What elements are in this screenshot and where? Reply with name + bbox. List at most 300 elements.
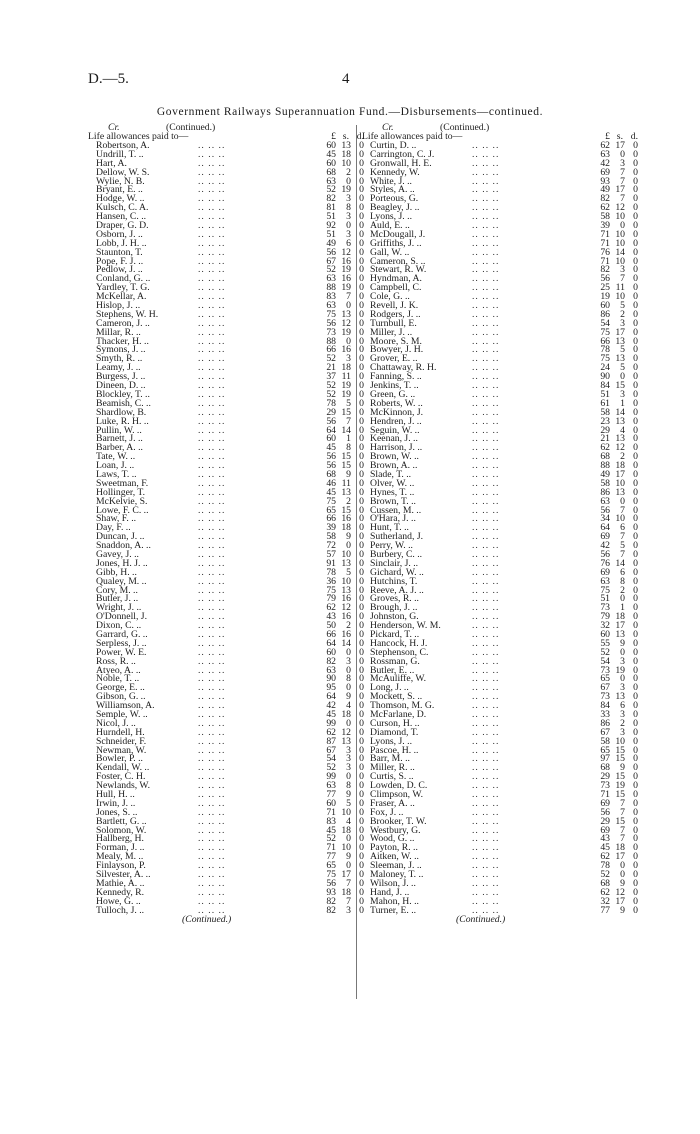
amount-shillings: 13 [615, 335, 625, 347]
amount-shillings: 5 [346, 397, 351, 409]
leader-dots: .. .. .. [198, 468, 226, 480]
amount-pence: 0 [633, 308, 638, 320]
amount-pence: 0 [359, 148, 364, 160]
recipient-name: Gichard, W. .. [370, 566, 424, 578]
amount-shillings: 18 [341, 148, 351, 160]
amount-pounds: 76 [600, 246, 610, 258]
recipient-name: Pickard, T. .. [370, 628, 420, 640]
amount-pence: 0 [359, 771, 364, 783]
amount-shillings: 17 [341, 869, 351, 881]
recipient-name: Campbell, C. [370, 282, 422, 294]
recipient-name: Mockett, S. .. [370, 691, 423, 703]
amount-shillings: 2 [620, 717, 625, 729]
recipient-name: Jones, H. J. .. [96, 557, 148, 569]
leader-dots: .. .. .. [472, 362, 500, 374]
amount-shillings: 0 [346, 682, 351, 694]
leader-dots: .. .. .. [472, 300, 500, 312]
amount-pence: 0 [633, 806, 638, 818]
leader-dots: .. .. .. [198, 744, 226, 756]
recipient-name: Leamy, J. .. [96, 362, 141, 374]
allowance-row [362, 797, 640, 809]
amount-pounds: 86 [600, 717, 610, 729]
amount-pounds: 84 [600, 700, 610, 712]
amount-pounds: 69 [600, 166, 610, 178]
amount-pence: 0 [633, 495, 638, 507]
leader-dots: .. .. .. [198, 522, 226, 534]
amount-pounds: 21 [600, 433, 610, 445]
amount-pence: 0 [359, 655, 364, 667]
amount-pounds: 56 [326, 451, 336, 463]
amount-shillings: 0 [346, 335, 351, 347]
recipient-name: Diamond, T. [370, 726, 419, 738]
recipient-name: Hansen, C. .. [96, 211, 147, 223]
leader-dots: .. .. .. [198, 433, 226, 445]
leader-dots: .. .. .. [198, 789, 226, 801]
amount-shillings: 3 [346, 904, 351, 916]
leader-dots: .. .. .. [472, 477, 500, 489]
amount-pounds: 49 [600, 468, 610, 480]
amount-pounds: 73 [600, 664, 610, 676]
recipient-name: Gibson, G. .. [96, 691, 146, 703]
leader-dots: .. .. .. [198, 673, 226, 685]
amount-shillings: 13 [615, 415, 625, 427]
recipient-name: Revell, J. K. [370, 300, 419, 312]
amount-shillings: 3 [620, 726, 625, 738]
amount-shillings: 3 [346, 753, 351, 765]
amount-shillings: 13 [341, 557, 351, 569]
amount-pence: 0 [359, 860, 364, 872]
amount-pounds: 71 [600, 789, 610, 801]
amount-pence: 0 [633, 655, 638, 667]
leader-dots: .. .. .. [472, 513, 500, 525]
amount-pounds: 69 [600, 566, 610, 578]
amount-shillings: 9 [346, 789, 351, 801]
amount-pence: 0 [633, 886, 638, 898]
amount-shillings: 2 [620, 584, 625, 596]
recipient-name: Kennedy, R. [96, 886, 145, 898]
recipient-name: Cameron, J. .. [96, 317, 150, 329]
leader-dots: .. .. .. [472, 397, 500, 409]
leader-dots: .. .. .. [472, 166, 500, 178]
leader-dots: .. .. .. [198, 140, 226, 151]
amount-pence: 0 [359, 220, 364, 232]
recipient-name: Sutherland, J. [370, 531, 424, 543]
amount-shillings: 13 [615, 353, 625, 365]
amount-shillings: 13 [615, 691, 625, 703]
recipient-name: Burbery, C. .. [370, 548, 423, 560]
recipient-name: Snaddon, A. .. [96, 540, 151, 552]
leader-dots: .. .. .. [472, 237, 500, 249]
amount-pounds: 66 [326, 513, 336, 525]
amount-shillings: 12 [341, 317, 351, 329]
amount-pence: 0 [633, 620, 638, 632]
amount-pence: 0 [633, 531, 638, 543]
amount-pence: 0 [633, 371, 638, 383]
recipient-name: Lyons, J. .. [370, 211, 412, 223]
leader-dots: .. .. .. [472, 664, 500, 676]
amount-pounds: 29 [600, 815, 610, 827]
amount-pounds: 73 [326, 326, 336, 338]
leader-dots: .. .. .. [198, 628, 226, 640]
recipient-name: McFarlane, D. [370, 709, 427, 720]
amount-pence: 0 [633, 211, 638, 223]
amount-shillings: 10 [615, 477, 625, 489]
amount-shillings: 10 [615, 291, 625, 303]
amount-pounds: 60 [600, 628, 610, 640]
leader-dots: .. .. .. [472, 308, 500, 320]
amount-pence: 0 [359, 824, 364, 836]
leader-dots: .. .. .. [198, 397, 226, 409]
recipient-name: Draper, G. D. [96, 220, 149, 232]
amount-pence: 0 [633, 362, 638, 374]
amount-shillings: 2 [346, 166, 351, 178]
amount-shillings: 0 [620, 869, 625, 881]
recipient-name: Cameron, S. .. [370, 255, 426, 267]
recipient-name: Fox, J. .. [370, 806, 404, 818]
allowance-list-right [362, 142, 640, 915]
leader-dots: .. .. .. [472, 780, 500, 792]
amount-shillings: 2 [346, 620, 351, 632]
amount-pence: 0 [633, 709, 638, 720]
amount-pence: 0 [359, 886, 364, 898]
amount-pence: 0 [359, 228, 364, 240]
amount-shillings: 16 [341, 628, 351, 640]
amount-pence: 0 [633, 380, 638, 392]
amount-pounds: 75 [600, 353, 610, 365]
amount-pence: 0 [359, 735, 364, 747]
leader-dots: .. .. .. [472, 264, 500, 276]
amount-pounds: 52 [600, 646, 610, 658]
amount-pence: 0 [633, 166, 638, 178]
amount-shillings: 18 [341, 824, 351, 836]
recipient-name: Butler, E. .. [370, 664, 415, 676]
amount-pence: 0 [359, 326, 364, 338]
recipient-name: Semple, W. .. [96, 709, 148, 720]
amount-pounds: 79 [600, 611, 610, 623]
recipient-name: Westbury, G. [370, 824, 421, 836]
amount-pence: 0 [359, 291, 364, 303]
recipient-name: Qualey, M. .. [96, 575, 147, 587]
recipient-name: Thacker, H. .. [96, 335, 149, 347]
amount-pence: 0 [633, 220, 638, 232]
amount-shillings: 5 [346, 797, 351, 809]
recipient-name: Serpless, J. .. [96, 637, 147, 649]
amount-pence: 0 [633, 504, 638, 516]
leader-dots: .. .. .. [198, 344, 226, 356]
leader-dots: .. .. .. [472, 433, 500, 445]
leader-dots: .. .. .. [472, 175, 500, 187]
recipient-name: McAuliffe, W. [370, 673, 427, 685]
amount-pence: 0 [359, 442, 364, 454]
amount-shillings: 0 [620, 220, 625, 232]
amount-pence: 0 [359, 593, 364, 605]
leader-dots: .. .. .. [198, 815, 226, 827]
recipient-name: McKellar, A. [96, 291, 147, 303]
amount-shillings: 18 [341, 886, 351, 898]
amount-pence: 0 [359, 415, 364, 427]
amount-shillings: 18 [615, 460, 625, 472]
continued-label: (Continued.) [440, 122, 490, 133]
continued-footer: (Continued.) [182, 914, 232, 926]
amount-pounds: 87 [326, 735, 336, 747]
leader-dots: .. .. .. [198, 566, 226, 578]
leader-dots: .. .. .. [198, 548, 226, 560]
recipient-name: Barnett, J. .. [96, 433, 143, 445]
leader-dots: .. .. .. [472, 380, 500, 392]
leader-dots: .. .. .. [198, 362, 226, 374]
amount-pence: 0 [633, 815, 638, 827]
amount-pence: 0 [633, 264, 638, 276]
amount-pounds: 62 [326, 602, 336, 614]
recipient-name: Jenkins, T. .. [370, 380, 419, 392]
amount-shillings: 5 [620, 362, 625, 374]
amount-shillings: 0 [620, 495, 625, 507]
recipient-name: Howe, G. .. [96, 895, 141, 907]
leader-dots: .. .. .. [198, 886, 226, 898]
amount-pounds: 63 [600, 575, 610, 587]
amount-pounds: 81 [326, 202, 336, 214]
amount-shillings: 13 [615, 628, 625, 640]
amount-pounds: 62 [326, 726, 336, 738]
leader-dots: .. .. .. [198, 460, 226, 472]
amount-pounds: 60 [326, 157, 336, 169]
leader-dots: .. .. .. [198, 637, 226, 649]
amount-pounds: 82 [600, 193, 610, 205]
amount-pounds: 86 [600, 486, 610, 498]
recipient-name: Griffiths, J. .. [370, 237, 422, 249]
leader-dots: .. .. .. [472, 335, 500, 347]
recipient-name: Miller, J. .. [370, 326, 413, 338]
leader-dots: .. .. .. [198, 237, 226, 249]
recipient-name: Butler, J. .. [96, 593, 139, 605]
pence-unit: d. [630, 131, 638, 142]
amount-shillings: 4 [346, 815, 351, 827]
amount-pounds: 42 [600, 157, 610, 169]
amount-shillings: 12 [341, 726, 351, 738]
amount-pence: 0 [633, 344, 638, 356]
amount-shillings: 7 [620, 806, 625, 818]
page-header [88, 71, 668, 91]
recipient-name: Smyth, R. .. [96, 353, 143, 365]
recipient-name: Hislop, J. .. [96, 300, 141, 312]
amount-shillings: 4 [620, 424, 625, 436]
amount-shillings: 3 [346, 211, 351, 223]
amount-pence: 0 [359, 175, 364, 187]
recipient-name: Williamson, A. [96, 700, 155, 712]
leader-dots: .. .. .. [472, 744, 500, 756]
recipient-name: Auld, E. .. [370, 220, 410, 232]
recipient-name: Pullin, W. .. [96, 424, 142, 436]
amount-pence: 0 [359, 557, 364, 569]
amount-pence: 0 [633, 477, 638, 489]
amount-pence: 0 [359, 495, 364, 507]
amount-pence: 0 [633, 424, 638, 436]
amount-pounds: 62 [600, 886, 610, 898]
amount-shillings: 15 [615, 771, 625, 783]
amount-shillings: 0 [346, 771, 351, 783]
amount-pence: 0 [633, 442, 638, 454]
leader-dots: .. .. .. [472, 611, 500, 623]
leader-dots: .. .. .. [472, 869, 500, 881]
amount-pounds: 91 [326, 557, 336, 569]
amount-pence: 0 [359, 308, 364, 320]
recipient-name: Sinclair, J. .. [370, 557, 419, 569]
amount-shillings: 10 [615, 211, 625, 223]
amount-shillings: 13 [341, 308, 351, 320]
leader-dots: .. .. .. [472, 789, 500, 801]
amount-pounds: 36 [326, 575, 336, 587]
amount-pounds: 75 [600, 326, 610, 338]
amount-pence: 0 [633, 193, 638, 205]
amount-shillings: 11 [341, 477, 351, 489]
recipient-name: Blockley, T. .. [96, 388, 150, 400]
amount-shillings: 0 [346, 220, 351, 232]
amount-pence: 0 [359, 620, 364, 632]
amount-shillings: 7 [620, 504, 625, 516]
recipient-name: Newman, W. [96, 744, 147, 756]
amount-shillings: 9 [346, 691, 351, 703]
recipient-name: Luke, R. H. .. [96, 415, 149, 427]
amount-pence: 0 [359, 815, 364, 827]
amount-shillings: 5 [620, 344, 625, 356]
amount-shillings: 5 [620, 540, 625, 552]
recipient-name: Beamish, C. .. [96, 397, 151, 409]
recipient-name: Yardley, T. G. [96, 282, 150, 294]
recipient-name: Wylie, N. B. [96, 175, 145, 187]
leader-dots: .. .. .. [472, 548, 500, 560]
amount-pence: 0 [359, 789, 364, 801]
amount-pence: 0 [359, 424, 364, 436]
amount-pounds: 52 [326, 833, 336, 845]
recipient-name: Payton, R. .. [370, 842, 418, 854]
amount-pence: 0 [633, 557, 638, 569]
amount-pence: 0 [359, 255, 364, 267]
amount-shillings: 0 [346, 833, 351, 845]
recipient-name: Power, W. E. [96, 646, 147, 658]
amount-shillings: 17 [615, 140, 625, 151]
amount-shillings: 1 [620, 602, 625, 614]
amount-pounds: 58 [600, 211, 610, 223]
recipient-name: Noble, T. .. [96, 673, 140, 685]
amount-pence: 0 [359, 877, 364, 889]
amount-pence: 0 [633, 851, 638, 863]
recipient-name: Symons, J. .. [96, 344, 146, 356]
amount-pounds: 99 [326, 717, 336, 729]
recipient-name: Harrison, J. .. [370, 442, 423, 454]
amount-shillings: 19 [341, 282, 351, 294]
leader-dots: .. .. .. [198, 762, 226, 774]
left-column [88, 124, 366, 926]
amount-pounds: 68 [600, 762, 610, 774]
amount-shillings: 17 [615, 326, 625, 338]
amount-pounds: 71 [600, 237, 610, 249]
amount-pence: 0 [633, 353, 638, 365]
amount-pounds: 33 [600, 709, 610, 720]
recipient-name: Dixon, C. .. [96, 620, 142, 632]
amount-shillings: 16 [341, 611, 351, 623]
amount-shillings: 9 [620, 904, 625, 916]
recipient-name: Stephenson, C. [370, 646, 429, 658]
amount-pounds: 67 [600, 682, 610, 694]
amount-pounds: 39 [600, 220, 610, 232]
leader-dots: .. .. .. [472, 424, 500, 436]
recipient-name: Wood, G. .. [370, 833, 415, 845]
leader-dots: .. .. .. [472, 700, 500, 712]
leader-dots: .. .. .. [472, 273, 500, 285]
recipient-name: Gronwall, H. E. [370, 157, 432, 169]
recipient-name: McKelvie, S. [96, 495, 148, 507]
amount-pounds: 90 [326, 673, 336, 685]
amount-pounds: 37 [326, 371, 336, 383]
recipient-name: Sleeman, J. .. [370, 860, 422, 872]
leader-dots: .. .. .. [472, 771, 500, 783]
amount-pence: 0 [359, 335, 364, 347]
amount-pounds: 24 [600, 362, 610, 374]
leader-dots: .. .. .. [472, 620, 500, 632]
amount-pence: 0 [633, 335, 638, 347]
amount-shillings: 13 [615, 486, 625, 498]
amount-pence: 0 [633, 575, 638, 587]
amount-pounds: 66 [326, 628, 336, 640]
amount-pence: 0 [359, 682, 364, 694]
amount-pounds: 52 [326, 388, 336, 400]
amount-pounds: 43 [600, 833, 610, 845]
amount-pounds: 71 [326, 842, 336, 854]
amount-pounds: 49 [600, 184, 610, 196]
amount-pence: 0 [633, 460, 638, 472]
amount-pence: 0 [633, 824, 638, 836]
amount-pounds: 84 [600, 380, 610, 392]
leader-dots: .. .. .. [472, 886, 500, 898]
amount-pounds: 83 [326, 291, 336, 303]
leader-dots: .. .. .. [198, 780, 226, 792]
amount-pence: 0 [633, 664, 638, 676]
amount-shillings: 1 [346, 433, 351, 445]
amount-shillings: 10 [615, 735, 625, 747]
amount-pounds: 92 [326, 220, 336, 232]
amount-pence: 0 [359, 371, 364, 383]
amount-pounds: 45 [600, 842, 610, 854]
amount-shillings: 2 [346, 495, 351, 507]
amount-pence: 0 [633, 291, 638, 303]
amount-shillings: 10 [615, 255, 625, 267]
recipient-name: Long, J. .. [370, 682, 409, 694]
leader-dots: .. .. .. [198, 353, 226, 365]
amount-shillings: 3 [346, 228, 351, 240]
leader-dots: .. .. .. [472, 451, 500, 463]
amount-pence: 0 [359, 362, 364, 374]
amount-shillings: 0 [346, 540, 351, 552]
leader-dots: .. .. .. [198, 771, 226, 783]
amount-shillings: 3 [620, 264, 625, 276]
allowance-row [88, 148, 366, 160]
recipient-name: Mathie, A. .. [96, 877, 145, 889]
recipient-name: Nicol, J. .. [96, 717, 136, 729]
amount-shillings: 7 [620, 166, 625, 178]
leader-dots: .. .. .. [472, 584, 500, 596]
recipient-name: Curtis, S. .. [370, 771, 414, 783]
cr-label: Cr. [382, 122, 394, 133]
amount-pence: 0 [633, 175, 638, 187]
recipient-name: Sweetman, F. [96, 477, 149, 489]
leader-dots: .. .. .. [198, 388, 226, 400]
leader-dots: .. .. .. [198, 442, 226, 454]
amount-shillings: 19 [341, 326, 351, 338]
leader-dots: .. .. .. [472, 842, 500, 854]
recipient-name: Loan, J. .. [96, 460, 135, 472]
document-title: Government Railways Superannuation Fund.—Disbursements—continued. [156, 106, 544, 118]
recipient-name: George, E. .. [96, 682, 145, 694]
